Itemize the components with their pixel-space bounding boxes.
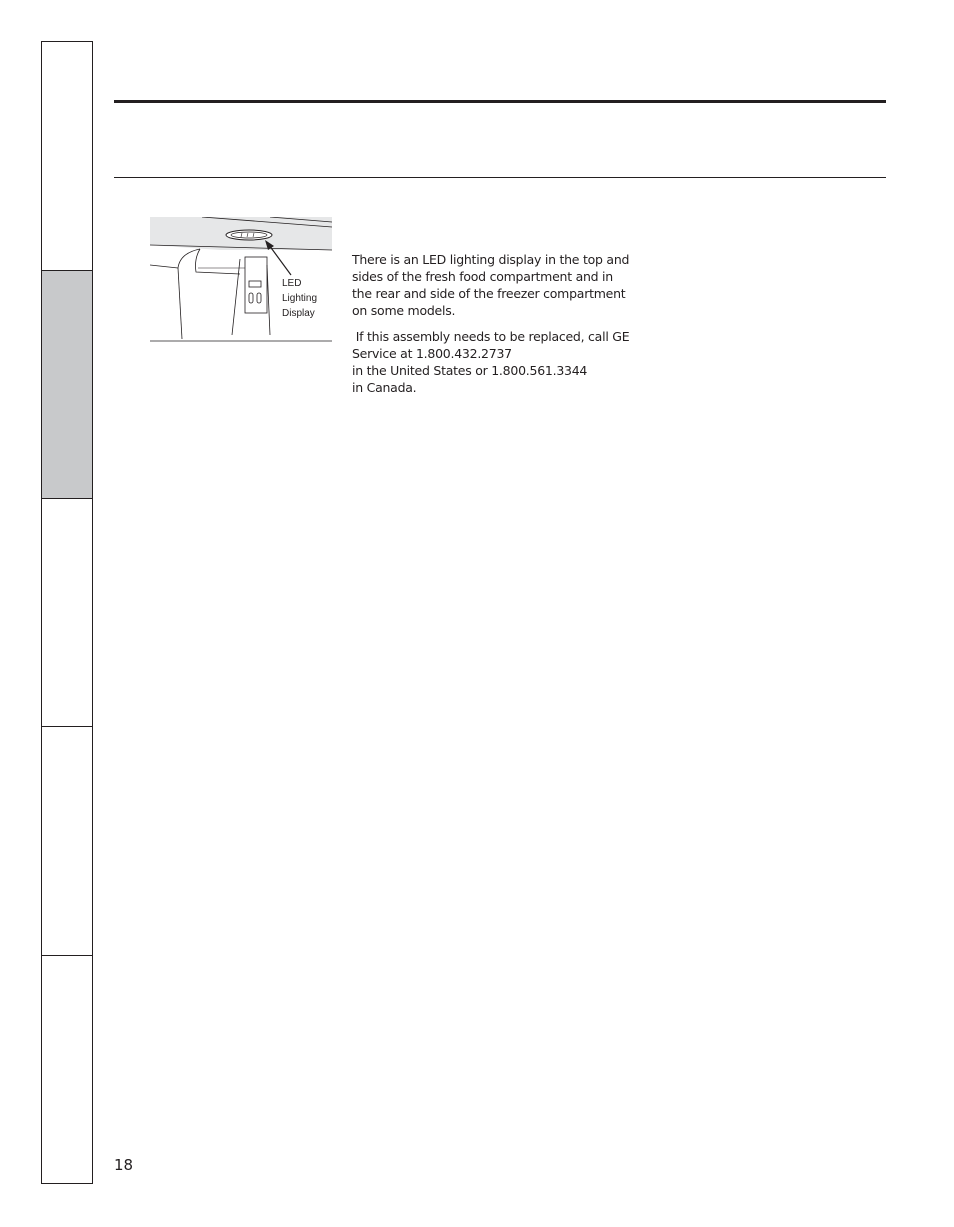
- label-line: LED: [282, 278, 302, 289]
- page-number: 18: [114, 1156, 134, 1174]
- text-line: in the United States or 1.800.561.3344: [352, 363, 588, 378]
- label-line: Display: [282, 308, 315, 319]
- section-tab-2-active: [42, 271, 92, 499]
- section-tab-4: [42, 727, 92, 956]
- text-line: If this assembly needs to be replaced, call GE: [352, 329, 630, 344]
- section-tab-1: [42, 42, 92, 271]
- section-tab-5: [42, 956, 92, 1184]
- text-line: the rear and side of the freezer compartment: [352, 286, 626, 301]
- text-line: on some models.: [352, 303, 456, 318]
- section-tab-strip: [41, 41, 93, 1184]
- section-tab-3: [42, 499, 92, 727]
- led-lighting-illustration: [150, 217, 332, 344]
- label-line: Lighting: [282, 293, 318, 304]
- header-rule: [114, 100, 886, 103]
- section-rule: [114, 177, 886, 178]
- text-line: sides of the fresh food compartment and in: [352, 269, 613, 284]
- text-line: Service at 1.800.432.2737: [352, 346, 512, 361]
- text-line: in Canada.: [352, 380, 417, 395]
- description-paragraph: [352, 251, 642, 319]
- replacement-paragraph: [352, 328, 642, 396]
- led-lighting-display-label: [282, 276, 317, 321]
- text-line: There is an LED lighting display in the top and: [352, 252, 630, 267]
- led-lighting-description: [352, 251, 642, 405]
